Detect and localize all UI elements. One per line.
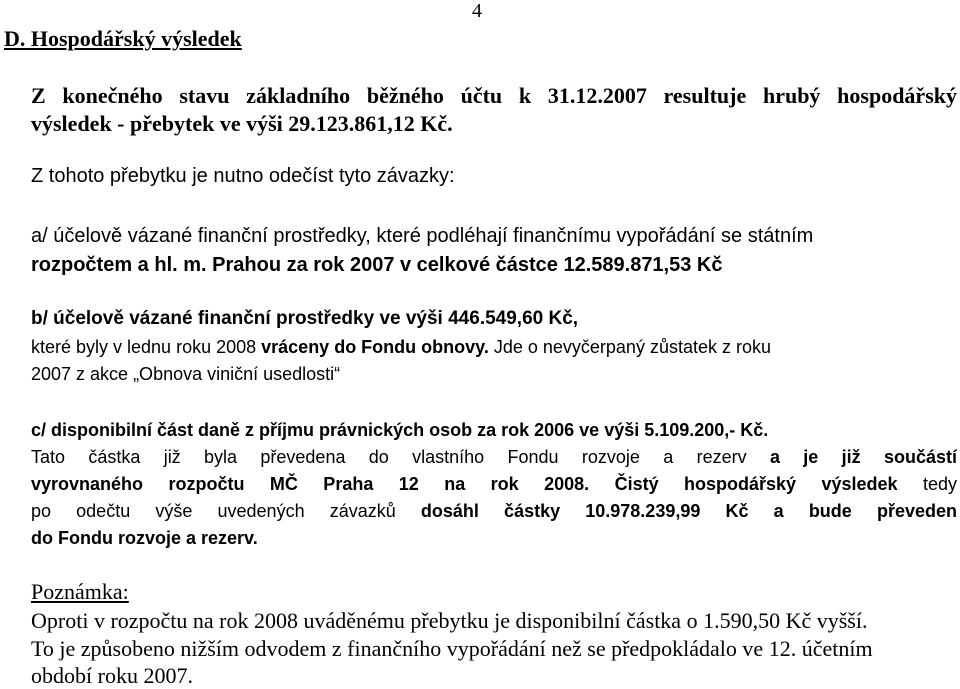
intro-line-1: Z konečného stavu základního běžného účtu k 31.12.2007 resultuje hrubý hospodářský: [31, 83, 957, 108]
note-line-3: období roku 2007.: [31, 663, 193, 688]
item-b-line-3: 2007 z akce „Obnova viniční usedlosti“: [31, 364, 341, 384]
item-c-line-4: po odečtu výše uvedených závazků dosáhl částky 10.978.239,99 Kč a bude převeden: [31, 501, 957, 521]
item-c-line-2: Tato částka již byla převedena do vlastního Fondu rozvoje a rezerv a je již součástí: [31, 447, 958, 467]
item-c-line-5: do Fondu rozvoje a rezerv.: [31, 528, 258, 548]
note-line-2: To je způsobeno nižším odvodem z finančního vypořádání než se předpokládalo ve 12. účetním: [31, 636, 873, 661]
item-c-line-3: vyrovnaného rozpočtu MČ Praha 12 na rok 2008. Čistý hospodářský výsledek tedy: [31, 474, 957, 494]
item-a-line-2: rozpočtem a hl. m. Prahou za rok 2007 v celkové částce 12.589.871,53 Kč: [31, 254, 723, 276]
item-c-line-1: c/ disponibilní část daně z příjmu právnických osob za rok 2006 ve výši 5.109.200,- Kč.: [31, 420, 769, 440]
item-b-line-2: které byly v lednu roku 2008 vráceny do Fondu obnovy. Jde o nevyčerpaný zůstatek z roku: [31, 337, 771, 357]
item-a-line-1: a/ účelově vázané finanční prostředky, které podléhají finančnímu vypořádání se státním: [31, 225, 814, 247]
item-b-line-1: b/ účelově vázané finanční prostředky ve výši 446.549,60 Kč,: [31, 308, 579, 329]
section-heading: D. Hospodářský výsledek: [4, 26, 242, 51]
lead-text: Z tohoto přebytku je nutno odečíst tyto závazky:: [31, 165, 455, 187]
page-number: 4: [472, 0, 482, 22]
note-line-1: Oproti v rozpočtu na rok 2008 uváděnému přebytku je disponibilní částka o 1.590,50 Kč vyšší.: [31, 608, 868, 633]
note-label: Poznámka:: [31, 579, 129, 604]
intro-line-2: výsledek - přebytek ve výši 29.123.861,12 Kč.: [31, 111, 453, 136]
